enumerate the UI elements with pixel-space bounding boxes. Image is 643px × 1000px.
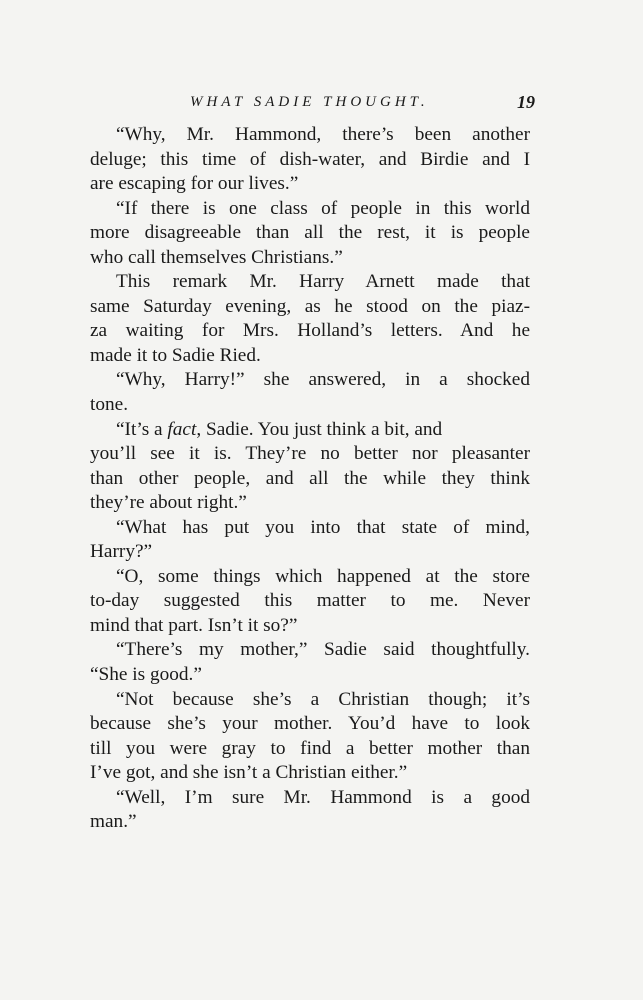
text-line: “Why, Mr. Hammond, there’s been another — [116, 124, 530, 145]
text-line: mind that part. Isn’t it so?” — [90, 614, 298, 636]
running-head — [90, 88, 535, 116]
text-line: more disagreeable than all the rest, it is people — [90, 222, 530, 244]
text-line: tone. — [90, 394, 129, 416]
text-line: “O, some things which happened at the store — [116, 565, 530, 587]
text-line: I’ve got, and she isn’t a Christian either.” — [90, 762, 408, 784]
body-text — [90, 123, 530, 835]
text-line: “Why, Harry!” she answered, in a shocked — [116, 369, 530, 391]
text-line: you’ll see it is. They’re no better nor pleasanter — [90, 443, 530, 465]
text-line: “If there is one class of people in this world — [116, 197, 530, 219]
text-line: “There’s my mother,” Sadie said thoughtfully. — [116, 639, 530, 661]
text-line: “Not because she’s a Christian though; it’s — [116, 688, 530, 710]
text-line: man.” — [90, 811, 137, 833]
text-line: This remark Mr. Harry Arnett made that — [116, 271, 530, 293]
text-line: za waiting for Mrs. Holland’s letters. And he — [90, 320, 530, 342]
text-line: to-day suggested this matter to me. Never — [90, 590, 530, 612]
text-line: because she’s your mother. You’d have to look — [90, 713, 530, 735]
text-line: Harry?” — [90, 541, 153, 563]
text-line: “What has put you into that state of mind, — [116, 516, 530, 538]
emphasis-fact: fact — [167, 418, 197, 440]
text-line: “She is good.” — [90, 664, 202, 686]
text-line: they’re about right.” — [90, 492, 247, 514]
text-line: who call themselves Christians.” — [90, 246, 343, 268]
text-run: “It’s a — [116, 418, 168, 440]
text-line: deluge; this time of dish-water, and Birdie and I — [90, 148, 530, 170]
text-line: “Well, I’m sure Mr. Hammond is a good — [116, 786, 530, 808]
text-line: made it to Sadie Ried. — [90, 344, 261, 366]
page-number: 19 — [517, 92, 535, 112]
text-line: are escaping for our lives.” — [90, 173, 299, 195]
text-line: same Saturday evening, as he stood on the piaz- — [90, 295, 530, 317]
running-title: WHAT SADIE THOUGHT. — [190, 94, 429, 110]
text-line — [90, 418, 530, 443]
text-run: , Sadie. You just think a bit, and — [196, 418, 443, 440]
text-line: than other people, and all the while they think — [90, 467, 530, 489]
text-line: till you were gray to find a better mother than — [90, 737, 530, 759]
